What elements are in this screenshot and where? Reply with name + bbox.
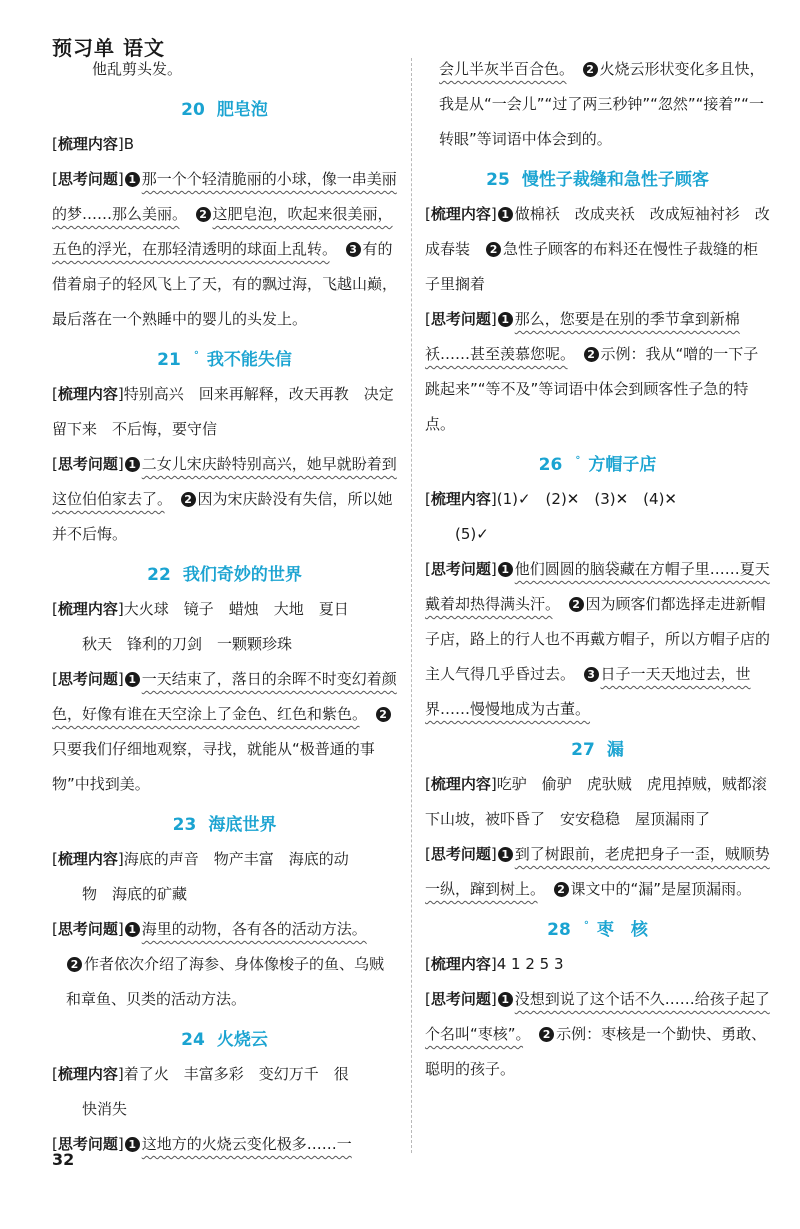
number-1-icon: 1 xyxy=(498,207,513,222)
continued-text: 他乱剪头发。 xyxy=(92,60,183,78)
sorting-content: [梳理内容]4 1 2 5 3 xyxy=(425,955,564,973)
thinking-question: [思考问题] 1 这地方的火烧云变化极多……一 xyxy=(52,1135,352,1153)
sorting-content: [梳理内容]特别高兴 回来再解释，改天再教 决定留下来 不后悔，要守信 xyxy=(52,385,394,438)
thinking-question: [思考问题] 1 那么，您要是在别的季节拿到新棉袄……甚至羡慕您呢。 2 示例：我从“噌的一下子跳起来”“等不及”等词语中体会到顾客性子急的特点。 xyxy=(425,310,759,433)
thinking-question: [思考问题] 1 没想到说了这个话不久……给孩子起了个名叫“枣核”。 2 示例：枣核是一个勤快、勇敢、聪明的孩子。 xyxy=(425,990,770,1078)
section-title: 26 ° 方帽子店 xyxy=(538,455,657,475)
number-2-icon: 2 xyxy=(584,347,599,362)
sorting-content-cont: 秋天 锋利的刀剑 一颗颗珍珠 xyxy=(82,635,293,653)
number-1-icon: 1 xyxy=(125,457,140,472)
continued-text: 会儿半灰半百合色。 2 火烧云形状变化多且快，我是从“一会儿”“过了两三秒钟”“忽然”“接着”“一转眼”等词语中体会到的。 xyxy=(439,60,765,148)
sorting-content: [梳理内容]海底的声音 物产丰富 海底的动 xyxy=(52,850,349,868)
thinking-question: [思考问题] 1 他们圆圆的脑袋藏在方帽子里……夏天戴着却热得满头汗。 2 因为顾客们都选择走进新帽子店，路上的行人也不再戴方帽子，所以方帽子店的主人气得几乎昏过去。 3 日子一天天地过去，世界……慢慢地成为古董。 xyxy=(425,560,771,718)
page-header: 预习单 语文 xyxy=(52,36,165,60)
number-2-icon: 2 xyxy=(554,882,569,897)
number-2-icon: 2 xyxy=(583,62,598,77)
section-title: 28 ° 枣 核 xyxy=(547,920,648,940)
number-3-icon: 3 xyxy=(584,667,599,682)
section-title: 27 漏 xyxy=(571,740,624,760)
sorting-content: [梳理内容]大火球 镜子 蜡烛 大地 夏日 xyxy=(52,600,349,618)
number-2-icon: 2 xyxy=(196,207,211,222)
number-3-icon: 3 xyxy=(346,242,361,257)
sorting-content: [梳理内容]吃驴 偷驴 虎驮贼 虎甩掉贼，贼都滚下山坡，被吓昏了 安安稳稳 屋顶漏雨了 xyxy=(425,775,767,828)
section-title: 20 肥皂泡 xyxy=(181,100,268,120)
number-1-icon: 1 xyxy=(498,847,513,862)
section-title: 24 火烧云 xyxy=(181,1030,268,1050)
number-2-icon: 2 xyxy=(539,1027,554,1042)
sorting-content-cont: 快消失 xyxy=(82,1100,128,1118)
sorting-content: [梳理内容](1)✓ (2)✕ (3)✕ (4)✕ xyxy=(425,490,677,508)
sorting-content-cont: 物 海底的矿藏 xyxy=(82,885,188,903)
sorting-content: [梳理内容]B xyxy=(52,135,135,153)
thinking-question: [思考问题] 1 那一个个轻清脆丽的小球，像一串美丽的梦……那么美丽。 2 这肥皂泡，吹起来很美丽，五色的浮光，在那轻清透明的球面上乱转。 3 有的借着扇子的轻风飞上了天，有的飘过海，飞越山巅，最后落在一个熟睡中的婴儿的头发上。 xyxy=(52,170,398,328)
section-title: 21 ° 我不能失信 xyxy=(157,350,292,370)
thinking-question: [思考问题] 1 二女儿宋庆龄特别高兴，她早就盼着到这位伯伯家去了。 2 因为宋庆龄没有失信，所以她并不后悔。 xyxy=(52,455,397,543)
thinking-question: [思考问题] 1 一天结束了，落日的余晖不时变幻着颜色，好像有谁在天空涂上了金色、红色和紫色。 2只要我们仔细地观察，寻找，就能从“极普通的事物”中找到美。 xyxy=(52,670,397,793)
number-1-icon: 1 xyxy=(125,1137,140,1152)
thinking-question: [思考问题] 1 海里的动物，各有各的活动方法。 xyxy=(52,920,367,938)
number-2-icon: 2 xyxy=(569,597,584,612)
section-title: 23 海底世界 xyxy=(172,815,277,835)
number-1-icon: 1 xyxy=(125,672,140,687)
number-2-icon: 2 xyxy=(376,707,391,722)
column-divider xyxy=(411,58,412,1153)
number-1-icon: 1 xyxy=(498,992,513,1007)
thinking-question: [思考问题] 1 到了树跟前，老虎把身子一歪，贼顺势一纵，蹿到树上。 2 课文中的“漏”是屋顶漏雨。 xyxy=(425,845,770,898)
number-1-icon: 1 xyxy=(498,312,513,327)
thinking-question-cont: 2 作者依次介绍了海参、身体像梭子的鱼、乌贼和章鱼、贝类的活动方法。 xyxy=(66,955,385,1008)
section-title: 22 我们奇妙的世界 xyxy=(147,565,302,585)
sorting-content-cont: (5)✓ xyxy=(455,525,489,543)
number-2-icon: 2 xyxy=(67,957,82,972)
section-title: 25 慢性子裁缝和急性子顾客 xyxy=(486,170,709,190)
right-column xyxy=(425,52,770,1087)
number-1-icon: 1 xyxy=(125,922,140,937)
number-2-icon: 2 xyxy=(486,242,501,257)
page-number: 32 xyxy=(52,1150,75,1169)
left-column xyxy=(52,52,397,1162)
number-1-icon: 1 xyxy=(498,562,513,577)
sorting-content: [梳理内容]着了火 丰富多彩 变幻万千 很 xyxy=(52,1065,349,1083)
number-1-icon: 1 xyxy=(125,172,140,187)
number-2-icon: 2 xyxy=(181,492,196,507)
sorting-content: [梳理内容] 1 做棉袄 改成夹袄 改成短袖衬衫 改成春装 2 急性子顾客的布料还在慢性子裁缝的柜子里搁着 xyxy=(425,205,770,293)
